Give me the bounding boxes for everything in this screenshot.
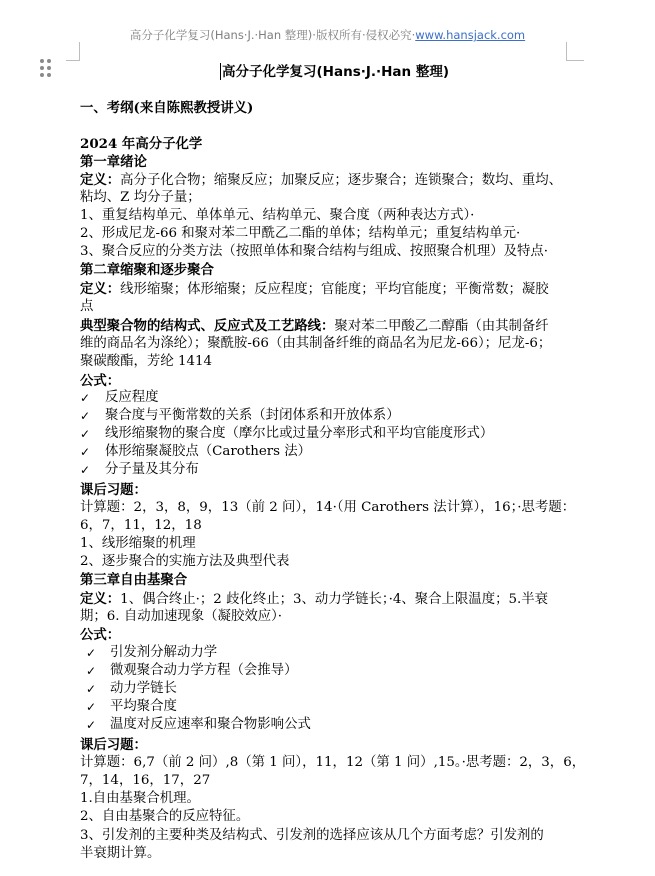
homework-text: 计算题：2，3，8，9，13（前 2 问），14·（用 Carothers 法计算），16；·思考题：	[80, 500, 576, 515]
formula-list-item	[80, 389, 580, 407]
homework-text: 6，7，11，12，18	[80, 518, 202, 533]
check-icon: ✓	[80, 445, 91, 459]
formula-text: 反应程度	[105, 390, 159, 405]
formula-list-item	[80, 461, 580, 479]
formula-list-item	[80, 407, 580, 425]
formula-text: 体形缩聚凝胶点（Carothers 法）	[105, 444, 312, 459]
homework-text: 计算题：6,7（前 2 问）,8（第 1 问），11，12（第 1 问）,15。·思考题：2，3，6，	[80, 755, 586, 770]
formula-text: 聚合度与平衡常数的关系（封闭体系和开放体系）	[105, 408, 400, 423]
question-item-cont: 半衰期计算。	[80, 846, 161, 861]
formula-text: 线形缩聚物的聚合度（摩尔比或过量分率形式和平均官能度形式）	[105, 426, 494, 441]
question-item: 1、线形缩聚的机理	[80, 536, 196, 551]
section-heading: 一、考纲(来自陈熙教授讲义)	[80, 100, 254, 116]
definition-text-cont: 点	[80, 299, 94, 314]
header-link[interactable]: www.hansjack.com	[415, 28, 526, 42]
homework-label: 课后习题：	[80, 737, 147, 753]
check-icon: ✓	[80, 463, 91, 477]
check-icon: ✓	[86, 664, 97, 678]
formula-text: 温度对反应速率和聚合物影响公式	[110, 717, 311, 732]
chapter1-heading: 第一章绪论	[80, 154, 147, 170]
definition-label: 定义：	[80, 172, 121, 188]
typical-polymers-label: 典型聚合物的结构式、反应式及工艺路线：	[80, 318, 335, 334]
homework-label: 课后习题：	[80, 482, 147, 498]
definition-text-cont: 期；6. 自动加速现象（凝胶效应）·	[80, 609, 283, 624]
formula-label: 公式：	[80, 627, 121, 643]
drag-handle-icon[interactable]	[40, 59, 52, 79]
formula-label: 公式：	[80, 373, 121, 389]
check-icon: ✓	[80, 391, 91, 405]
page-header	[0, 27, 655, 43]
check-icon: ✓	[86, 700, 97, 714]
question-item: 2、逐步聚合的实施方法及典型代表	[80, 554, 290, 569]
check-icon: ✓	[86, 646, 97, 660]
typical-polymers-text: 聚对苯二甲酸乙二醇酯（由其制备纤	[334, 319, 549, 334]
definition-label: 定义：	[80, 281, 121, 297]
chapter2-heading: 第二章缩聚和逐步聚合	[80, 262, 214, 278]
formula-list-item	[80, 425, 580, 443]
definition-text: 高分子化合物；缩聚反应；加聚反应；逐步聚合；连锁聚合；数均、重均、	[120, 173, 563, 188]
formula-text: 引发剂分解动力学	[110, 645, 218, 660]
course-year-heading: 2024 年高分子化学	[80, 136, 203, 152]
question-item: 3、引发剂的主要种类及结构式、引发剂的选择应该从几个方面考虑？引发剂的	[80, 828, 544, 843]
formula-list-item	[80, 698, 580, 716]
question-item: 2、自由基聚合的反应特征。	[80, 809, 250, 824]
header-text: 高分子化学复习(Hans·J.·Han 整理)·版权所有·侵权必究·	[129, 28, 416, 42]
document-title: 高分子化学复习(Hans·J.·Han 整理)	[222, 64, 450, 80]
chapter3-heading: 第三章自由基聚合	[80, 572, 188, 588]
formula-list-item	[80, 644, 580, 662]
check-icon: ✓	[80, 427, 91, 441]
formula-text: 微观聚合动力学方程（会推导）	[110, 663, 298, 678]
check-icon: ✓	[86, 718, 97, 732]
chapter2-definitions	[80, 280, 549, 298]
crop-mark-right	[566, 42, 584, 61]
formula-list-item	[80, 443, 580, 461]
formula-text: 平均聚合度	[110, 699, 177, 714]
typical-polymers-text: 维的商品名为涤纶）；聚酰胺-66（由其制备纤维的商品名为尼龙-66）；尼龙-6；	[80, 336, 552, 351]
chapter1-item: 2、形成尼龙-66 和聚对苯二甲酰乙二酯的单体；结构单元；重复结构单元·	[80, 226, 521, 241]
formula-text: 动力学链长	[110, 681, 177, 696]
homework-text: 7，14，16，17，27	[80, 773, 211, 788]
crop-mark-left	[66, 42, 80, 61]
formula-text: 分子量及其分布	[105, 462, 199, 477]
typical-polymers	[80, 317, 549, 335]
formula-list-item	[80, 662, 580, 680]
chapter1-item: 3、聚合反应的分类方法（按照单体和聚合结构与组成、按照聚合机理）及特点·	[80, 244, 549, 259]
text-cursor	[220, 63, 221, 80]
chapter1-definitions	[80, 171, 562, 189]
definition-label: 定义：	[80, 591, 121, 607]
question-item: 1.自由基聚合机理。	[80, 791, 200, 806]
formula-list-item	[80, 680, 580, 698]
definition-text: 1、偶合终止·；2 歧化终止；3、动力学链长；·4、聚合上限温度；5.半衰	[120, 592, 549, 607]
definition-text: 线形缩聚；体形缩聚；反应程度；官能度；平均官能度；平衡常数；凝胶	[120, 282, 549, 297]
chapter3-definitions	[80, 590, 548, 608]
typical-polymers-text: 聚碳酸酯，芳纶 1414	[80, 354, 213, 369]
formula-list-item	[80, 716, 580, 734]
check-icon: ✓	[86, 682, 97, 696]
chapter1-item: 1、重复结构单元、单体单元、结构单元、聚合度（两种表达方式）·	[80, 208, 475, 223]
check-icon: ✓	[80, 409, 91, 423]
definition-text-cont: 粘均、Z 均分子量；	[80, 190, 201, 205]
